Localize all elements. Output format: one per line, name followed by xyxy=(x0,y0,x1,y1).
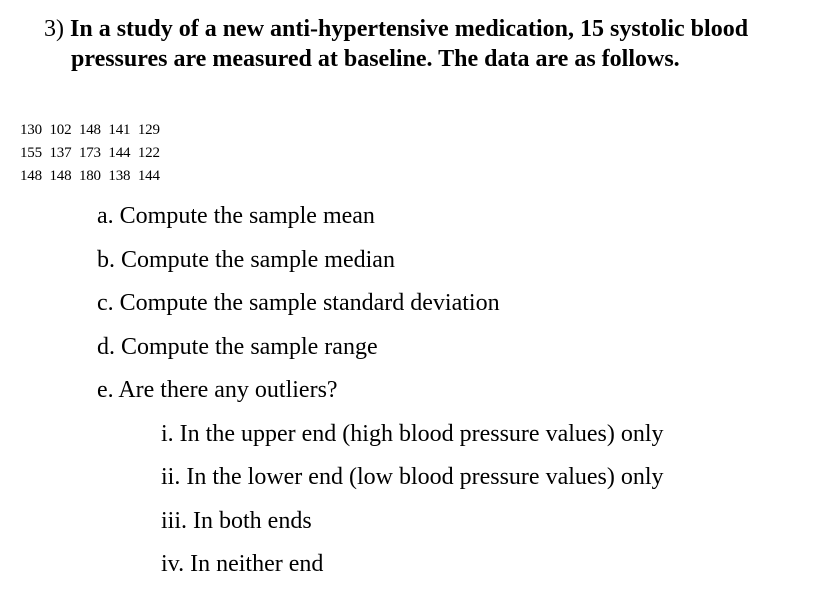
data-value: 144 xyxy=(137,168,160,184)
data-value: 129 xyxy=(137,122,160,138)
question-parts xyxy=(97,201,500,419)
outlier-options xyxy=(161,419,664,592)
data-value: 138 xyxy=(108,168,131,184)
option-i: i. In the upper end (high blood pressure values) only xyxy=(161,421,664,447)
data-value: 180 xyxy=(78,168,101,184)
data-row xyxy=(20,142,160,165)
data-value: 144 xyxy=(108,145,131,161)
data-row xyxy=(20,119,160,142)
data-table xyxy=(20,119,160,188)
option-ii: ii. In the lower end (low blood pressure values) only xyxy=(161,464,664,491)
data-value: 102 xyxy=(49,122,72,138)
part-e: e. Are there any outliers? xyxy=(97,377,338,403)
part-b: b. Compute the sample median xyxy=(97,246,395,273)
data-value: 141 xyxy=(108,122,131,138)
data-value: 122 xyxy=(137,145,160,161)
data-value: 173 xyxy=(78,145,101,161)
part-d: d. Compute the sample range xyxy=(97,333,378,360)
option-iv: iv. In neither end xyxy=(161,550,324,577)
data-value: 155 xyxy=(20,145,42,161)
data-value: 137 xyxy=(49,145,72,161)
question-text xyxy=(44,14,791,74)
data-value: 148 xyxy=(49,168,72,184)
question-stem: In a study of a new anti-hypertensive medication, 15 systolic blood pressures are measured at baseline. The data are as follows. xyxy=(70,16,749,72)
option-iii: iii. In both ends xyxy=(161,507,312,534)
question-number: 3) xyxy=(44,16,64,42)
data-value: 130 xyxy=(20,122,42,138)
data-row xyxy=(20,165,160,188)
data-value: 148 xyxy=(78,122,101,138)
part-c: c. Compute the sample standard deviation xyxy=(97,290,500,316)
data-value: 148 xyxy=(20,168,42,184)
part-a: a. Compute the sample mean xyxy=(97,203,375,229)
